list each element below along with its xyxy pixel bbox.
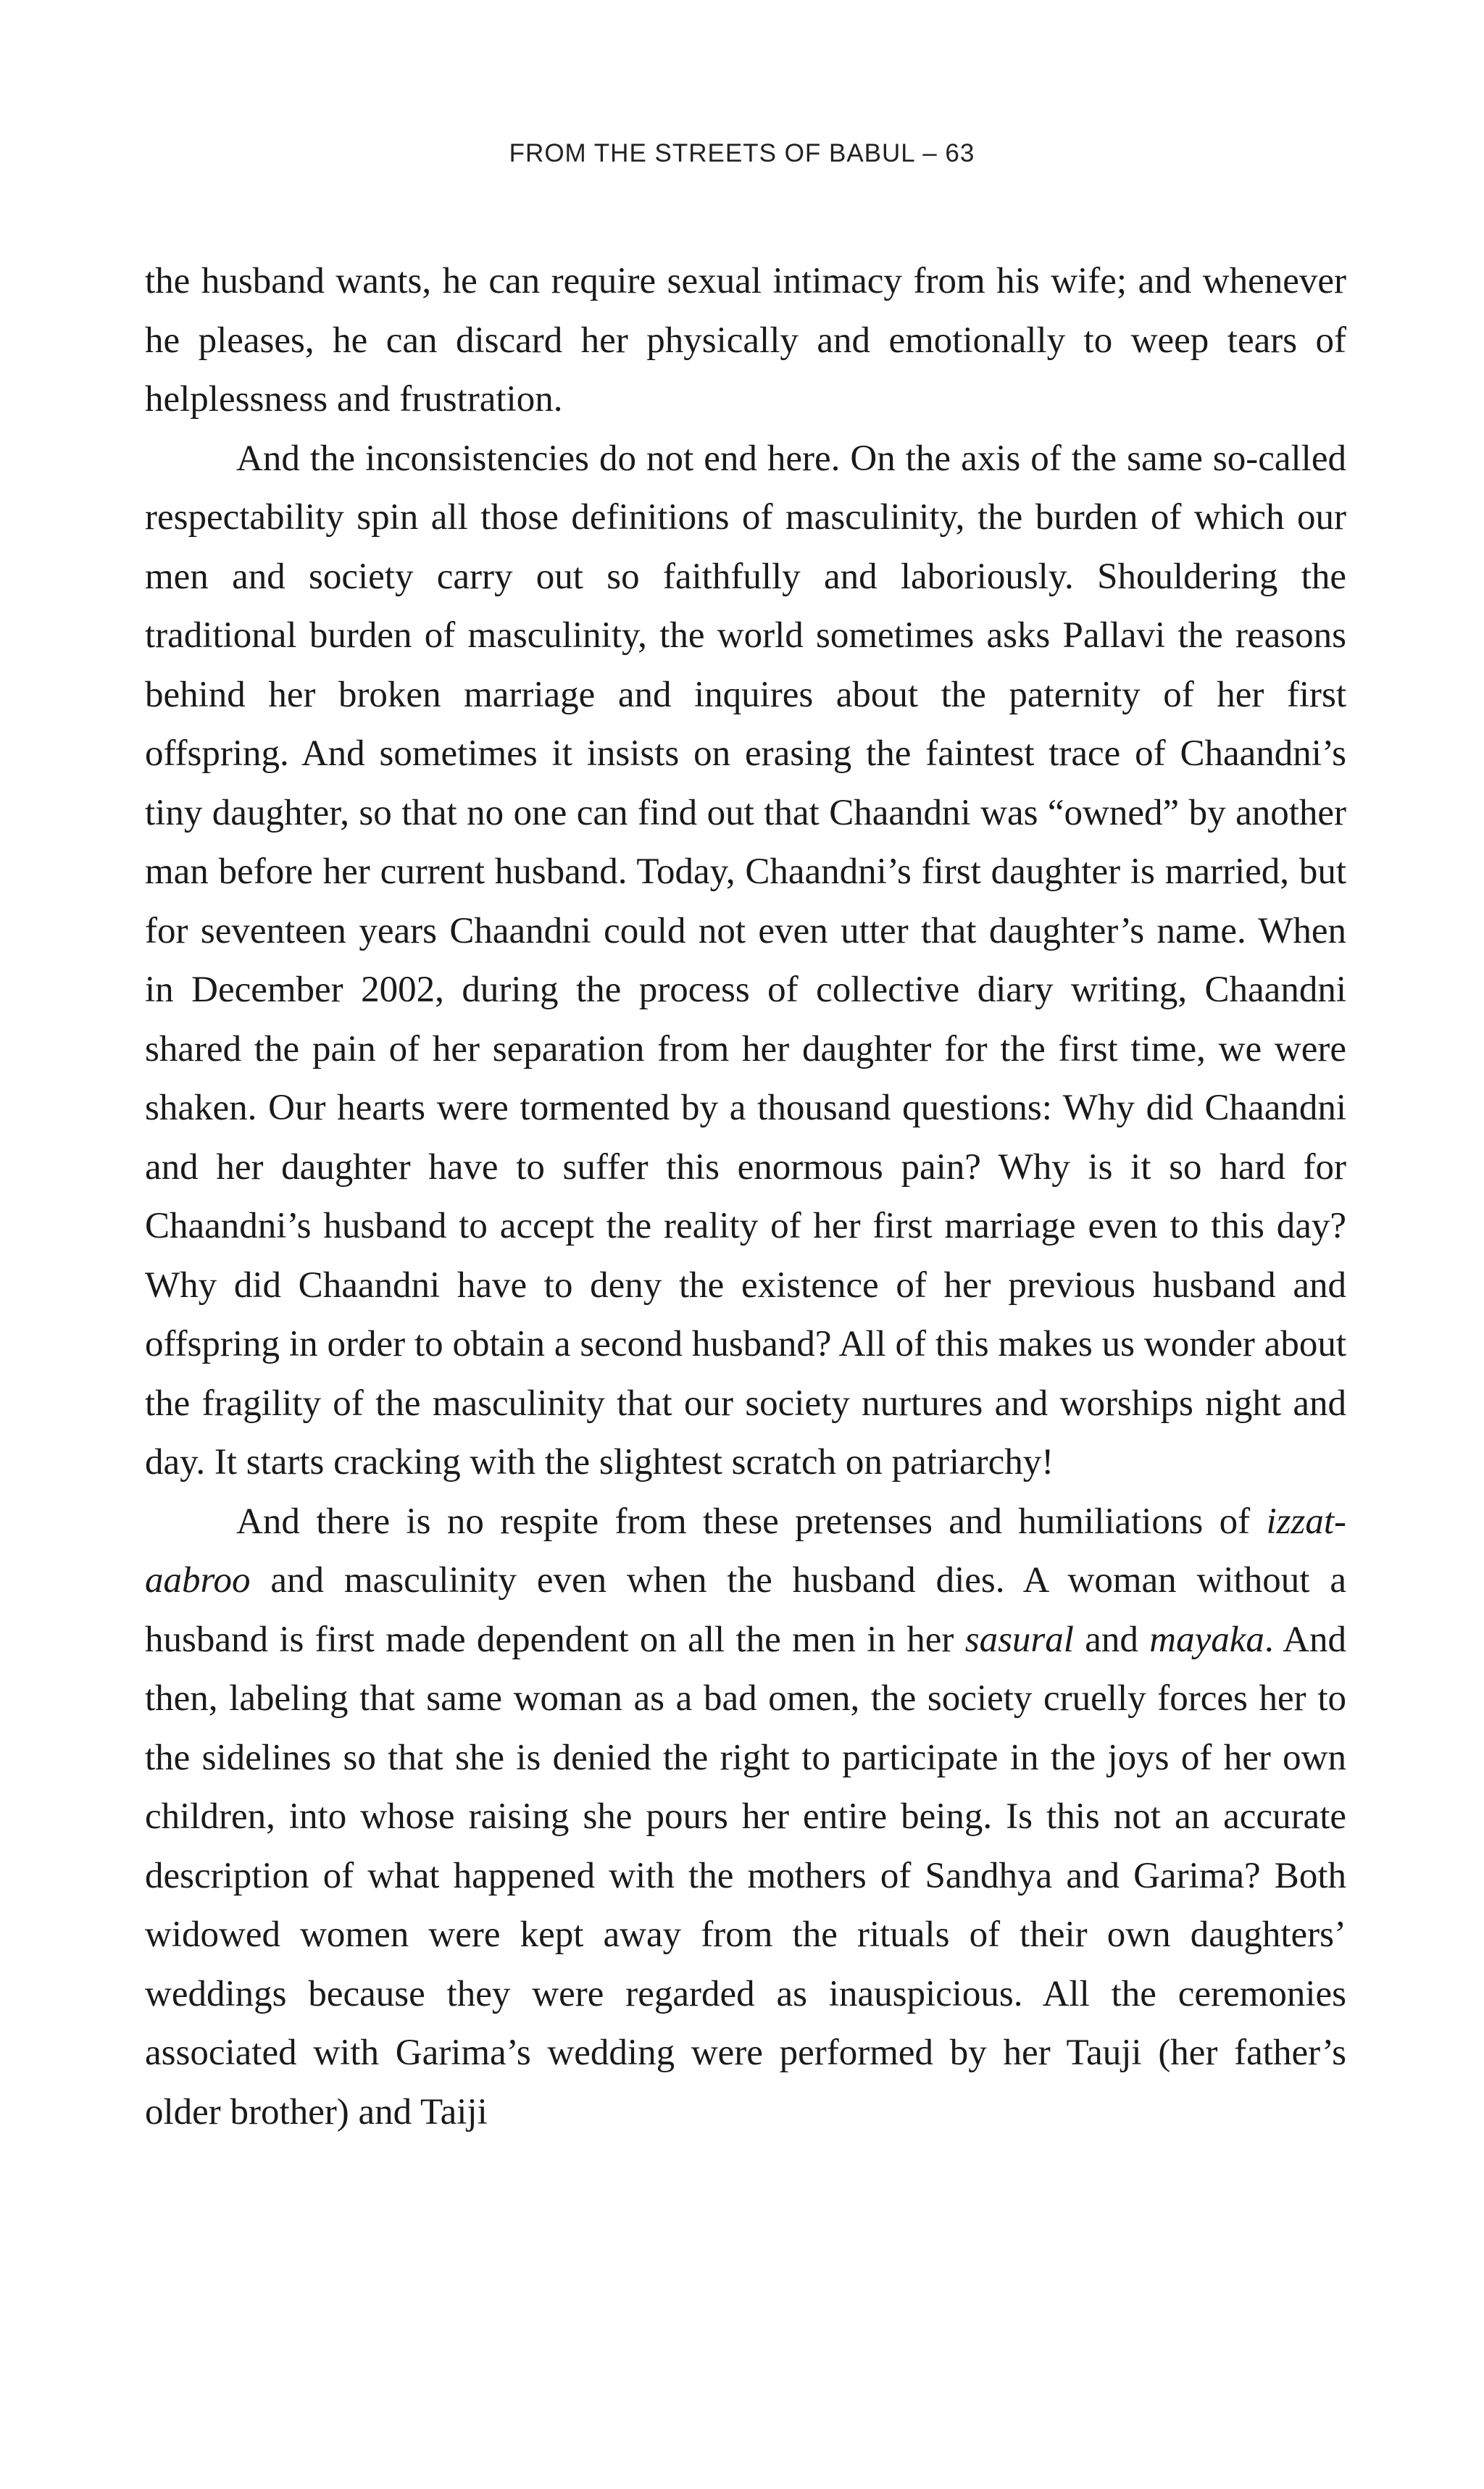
paragraph-3 bbox=[145, 1493, 1346, 2143]
paragraph-3-text-1: And there is no respite from these pretenses and humiliations of bbox=[236, 1501, 1267, 1542]
italic-term-izzat-aabroo: izzat-aabroo bbox=[145, 1501, 1346, 1601]
italic-term-sasural: sasural bbox=[964, 1619, 1074, 1660]
paragraph-1: the husband wants, he can require sexual intimacy from his wife; and whenever he pleases, he can discard her physically and emotionally to weep tears of helplessness and frustration. bbox=[145, 261, 1346, 420]
body-text bbox=[145, 252, 1346, 2142]
running-head: FROM THE STREETS OF BABUL – 63 bbox=[509, 139, 975, 167]
paragraph-2: And the inconsistencies do not end here. On the axis of the same so-called respectability spin all those definitions of masculinity, the burden of which our men and society carry out so faithfully and laboriously. Shouldering the traditional burden of masculinity, the world sometimes asks Pallavi the reasons behind her broken marriage and inquires about the paternity of her first offspring. And sometimes it insists on erasing the faintest trace of Chaandni’s tiny daughter, so that no one can find out that Chaandni was “owned” by another man before her current husband. Today, Chaandni’s first daughter is married, but for seventeen years Chaandni could not even utter that daughter’s name. When in December 2002, during the process of collective diary writing, Chaandni shared the pain of her separation from her daughter for the first time, we were shaken. Our hearts were tormented by a thousand questions: Why did Chaandni and her daughter have to suffer this enormous pain? Why is it so hard for Chaandni’s husband to accept the reality of her first marriage even to this day? Why did Chaandni have to deny the existence of her previous husband and offspring in order to obtain a second husband? All of this makes us wonder about the fragility of the masculinity that our society nurtures and worships night and day. It starts cracking with the slightest scratch on patriarchy! bbox=[145, 438, 1346, 1483]
paragraph-3-text-3: and bbox=[1073, 1619, 1150, 1660]
paragraph-3-text-2: and masculinity even when the husband dies. A woman without a husband is first made dependent on all the men in her bbox=[145, 1560, 1346, 1660]
paragraph-3-text-4: . And then, labeling that same woman as a bad omen, the society cruelly forces her to the sidelines so that she is denied the right to participate in the joys of her own children, into whose raising she pours her entire being. Is this not an accurate description of what happened with the mothers of Sandhya and Garima? Both widowed women were kept away from the rituals of their own daughters’ weddings because they were regarded as inauspicious. All the ceremonies associated with Garima’s wedding were performed by her Tauji (her father’s older brother) and Taiji bbox=[145, 1619, 1346, 2132]
italic-term-mayaka: mayaka bbox=[1149, 1619, 1264, 1660]
